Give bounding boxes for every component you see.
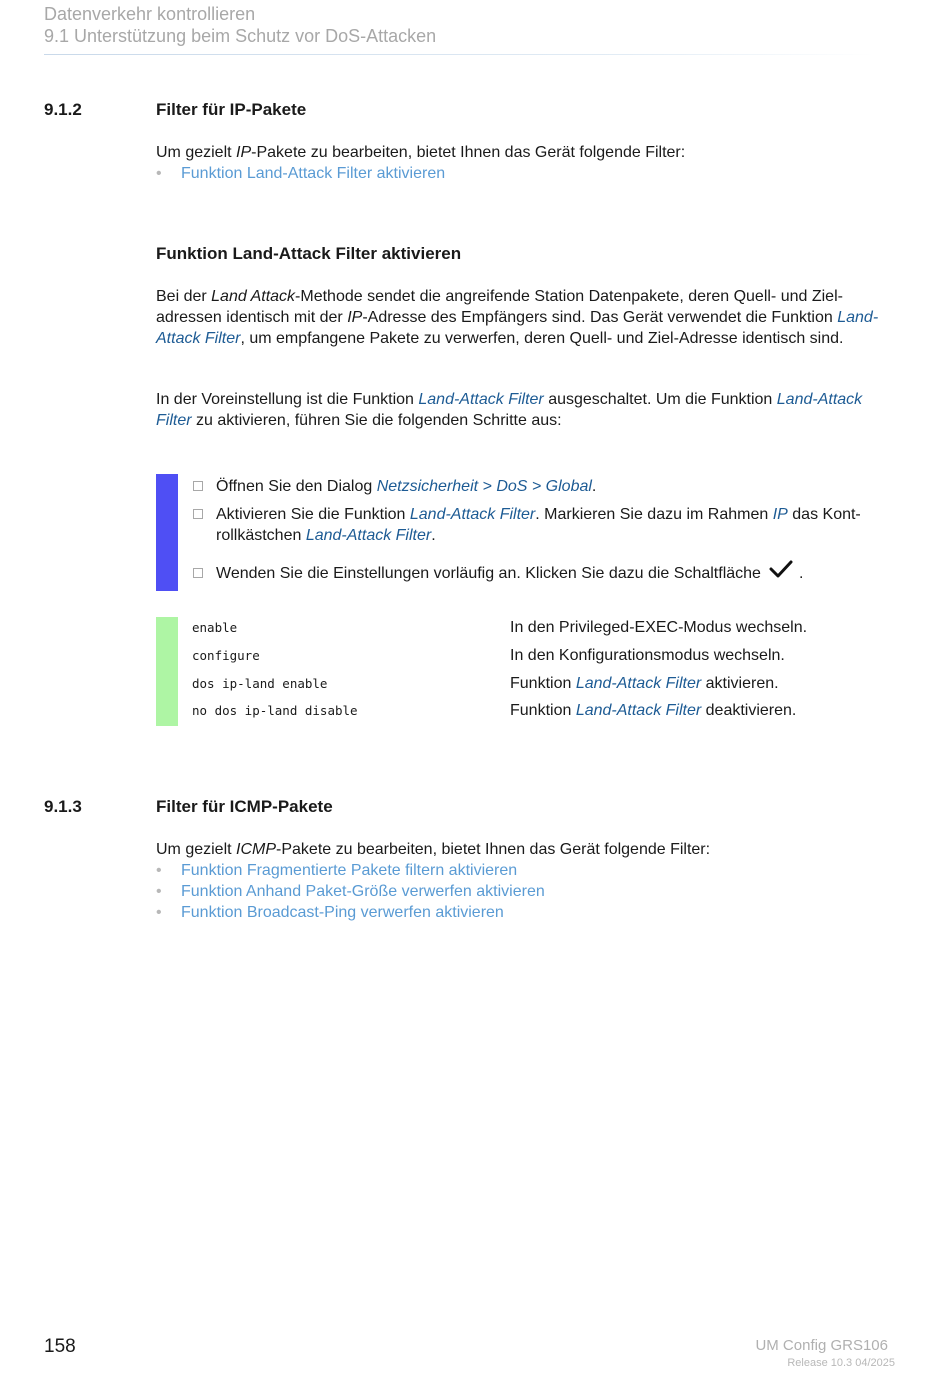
ui-ref-land-attack-filter: Land-Attack Filter <box>156 391 863 429</box>
step-apply-settings: Wenden Sie die Einstellungen vorläufig an. Klicken Sie dazu die Schaltfläche . <box>193 563 903 585</box>
footer-release: Release 10.3 04/2025 <box>787 1357 895 1369</box>
ip-filter-link-list <box>156 163 896 184</box>
cli-description: In den Privileged-EXEC-Modus wechseln. <box>510 619 808 636</box>
gui-steps-marker-bar <box>156 474 178 591</box>
paragraph-1: Bei der Land Attack-Methode sendet die angreifende Station Datenpakete, deren Quell- und Ziel-adressen identisch mit der IP-Adresse des Empfängers sind. Das Gerät verwendet die Funktion Land-Attack Filter, um empfangene Pakete zu verwerfen, deren Quell- und Ziel-Adresse identisch sind. <box>156 288 879 347</box>
cli-description: In den Konfigurationsmodus wechseln. <box>510 647 785 664</box>
running-header-section: 9.1 Unterstützung beim Schutz vor DoS-Attacken <box>44 26 437 46</box>
cli-description: Funktion Land-Attack Filter aktivieren. <box>510 675 779 692</box>
cli-description: Funktion Land-Attack Filter deaktivieren. <box>510 702 797 719</box>
cli-command: dos ip-land enable <box>192 676 328 691</box>
section-912-intro <box>156 142 896 184</box>
link-land-attack-filter[interactable]: • Funktion Land-Attack Filter aktivieren <box>156 163 896 184</box>
paragraph-2: In der Voreinstellung ist die Funktion Land-Attack Filter ausgeschaltet. Um die Funktion Land-Attack Filter zu aktivieren, führen Sie die folgenden Schritte aus: <box>156 391 863 429</box>
step-checkbox[interactable] <box>193 509 203 519</box>
step-checkbox[interactable] <box>193 568 203 578</box>
cli-command: configure <box>192 648 260 663</box>
header-divider <box>44 54 874 55</box>
checkmark-icon <box>769 559 793 585</box>
section-913-intro <box>156 839 896 923</box>
footer-document-title: UM Config GRS106 <box>755 1337 888 1354</box>
ui-ref-land-attack-filter: Land-Attack Filter <box>418 391 544 408</box>
step-activate-function: Aktivieren Sie die Funktion Land-Attack Filter. Markieren Sie dazu im Rahmen IP das Kont-rollkästchen Land-Attack Filter. <box>193 504 903 546</box>
link-broadcast-ping[interactable]: • Funktion Broadcast-Ping verwerfen aktivieren <box>156 902 896 923</box>
running-header-chapter: Datenverkehr kontrollieren <box>44 4 256 24</box>
dialog-path: Netzsicherheit > DoS > Global <box>376 478 592 495</box>
step-checkbox[interactable] <box>193 481 203 491</box>
default-setting-paragraph <box>156 389 896 431</box>
link-packet-size[interactable]: • Funktion Anhand Paket-Größe verwerfen aktivieren <box>156 881 896 902</box>
intro-paragraph: Um gezielt ICMP-Pakete zu bearbeiten, bietet Ihnen das Gerät folgende Filter: <box>156 841 711 858</box>
section-913-title: Filter für ICMP-Pakete <box>156 797 333 816</box>
link-fragmented-packets[interactable]: • Funktion Fragmentierte Pakete filtern aktivieren <box>156 860 896 881</box>
ui-ref-land-attack-filter: Land-Attack Filter <box>156 309 879 347</box>
section-912-title: Filter für IP-Pakete <box>156 100 307 119</box>
intro-paragraph: Um gezielt IP-Pakete zu bearbeiten, bietet Ihnen das Gerät folgende Filter: <box>156 144 686 161</box>
cli-command: no dos ip-land disable <box>192 703 358 718</box>
subsection-title: Funktion Land-Attack Filter aktivieren <box>156 244 462 263</box>
cli-command: enable <box>192 620 238 635</box>
land-attack-description <box>156 286 896 349</box>
section-912-number: 9.1.2 <box>44 100 82 119</box>
icmp-filter-link-list <box>156 860 896 923</box>
cli-marker-bar <box>156 617 178 726</box>
section-913-number: 9.1.3 <box>44 797 82 816</box>
page-number: 158 <box>44 1336 76 1357</box>
step-open-dialog: Öffnen Sie den Dialog Netzsicherheit > DoS > Global. <box>193 476 903 497</box>
